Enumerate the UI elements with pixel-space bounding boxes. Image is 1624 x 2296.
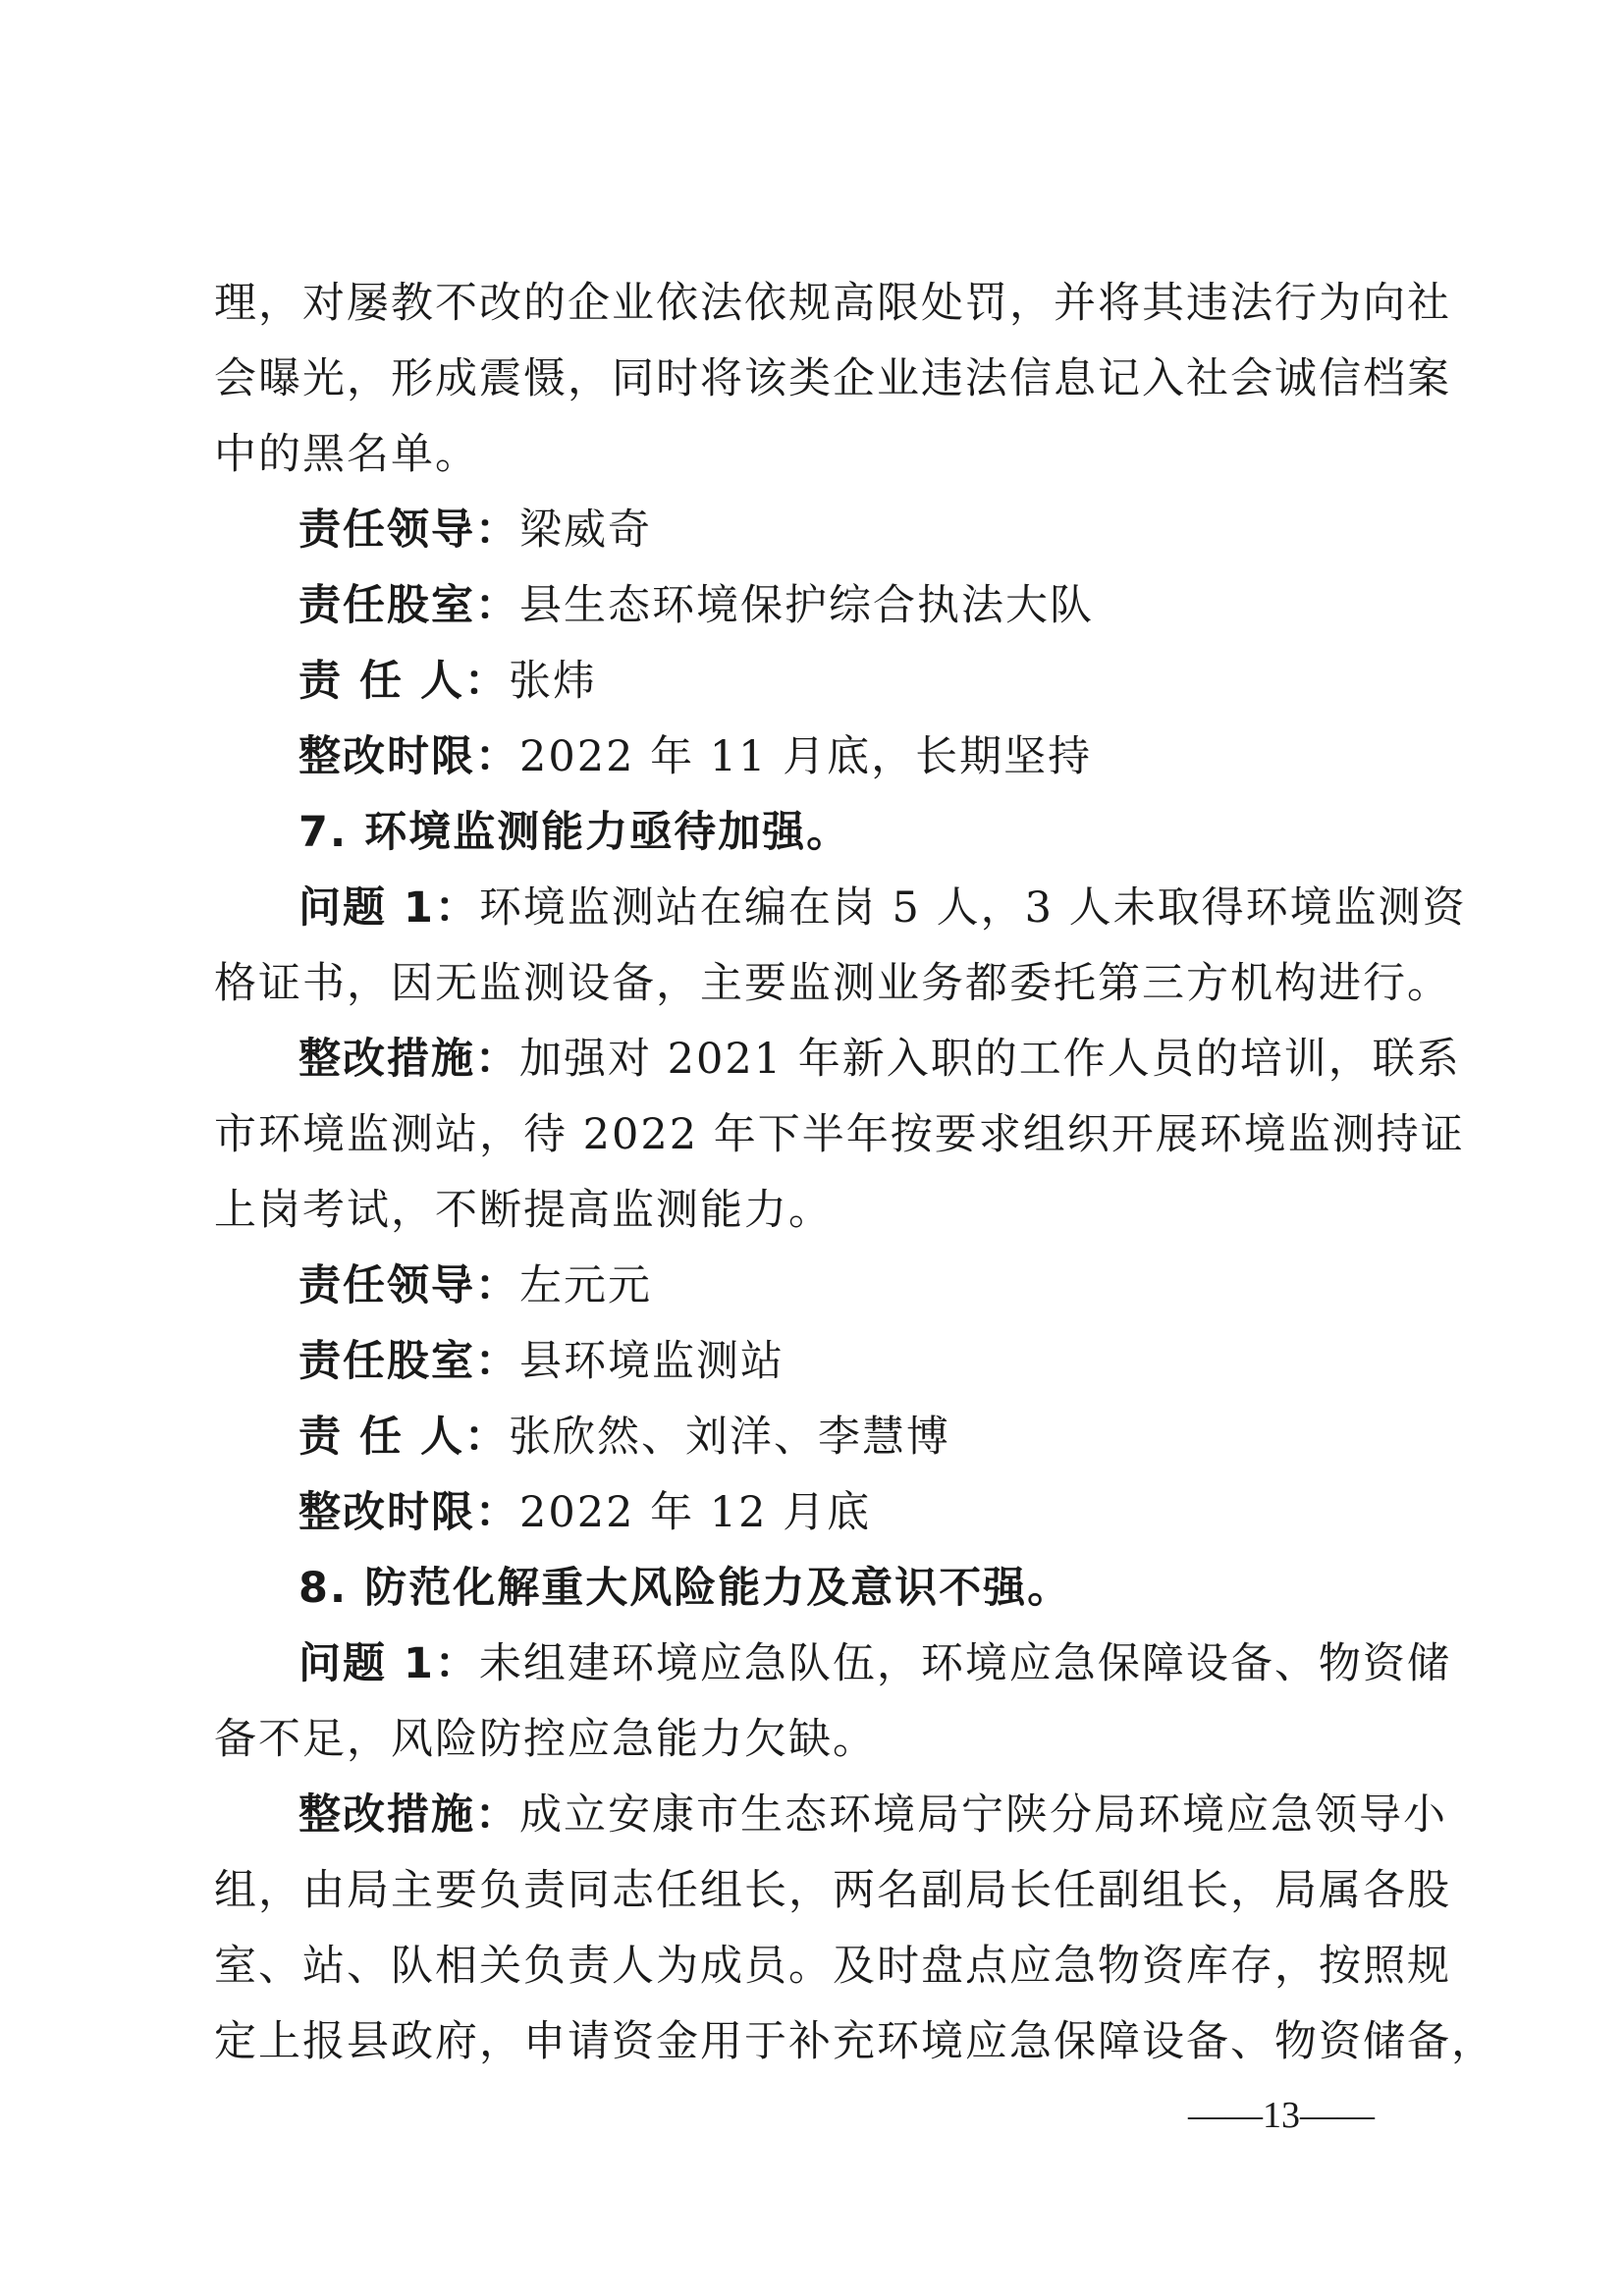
text-line: 理，对屡教不改的企业依法依规高限处罚，并将其违法行为向社 bbox=[214, 279, 1451, 328]
text-line bbox=[298, 1634, 1451, 1693]
value: 环境监测站在编在岗 5 人，3 人未取得环境监测资 bbox=[478, 883, 1467, 933]
text-line: 定上报县政府，申请资金用于补充环境应急保障设备、物资储备， bbox=[214, 2017, 1495, 2066]
section-heading: 8. 防范化解重大风险能力及意识不强。 bbox=[298, 1564, 1072, 1613]
value: 加强对 2021 年新入职的工作人员的培训，联系 bbox=[519, 1035, 1461, 1084]
label: 问题 1： bbox=[298, 1639, 479, 1688]
deadline-line bbox=[298, 727, 1422, 786]
text-line bbox=[298, 1786, 1447, 1844]
label: 责任股室： bbox=[298, 581, 519, 630]
value: 县环境监测站 bbox=[519, 1337, 785, 1386]
value: 未组建环境应急队伍，环境应急保障设备、物资储 bbox=[478, 1639, 1451, 1688]
responsible-leader-line bbox=[298, 1256, 1422, 1315]
page-number: ——13—— bbox=[1188, 2095, 1375, 2136]
responsible-person-line bbox=[298, 652, 1422, 711]
text-line: 格证书，因无监测设备，主要监测业务都委托第三方机构进行。 bbox=[214, 959, 1451, 1008]
value: 成立安康市生态环境局宁陕分局环境应急领导小 bbox=[519, 1790, 1447, 1840]
value: 左元元 bbox=[519, 1261, 652, 1310]
label: 责任领导： bbox=[298, 506, 519, 555]
section-heading: 7. 环境监测能力亟待加强。 bbox=[298, 808, 851, 857]
text-line: 市环境监测站，待 2022 年下半年按要求组织开展环境监测持证 bbox=[214, 1110, 1465, 1159]
value: 2022 年 12 月底 bbox=[519, 1488, 872, 1537]
text-line: 上岗考试，不断提高监测能力。 bbox=[214, 1186, 833, 1235]
label: 责 任 人： bbox=[298, 657, 509, 706]
label: 整改措施： bbox=[298, 1790, 519, 1840]
value: 张欣然、刘洋、李慧博 bbox=[508, 1413, 950, 1462]
value: 县生态环境保护综合执法大队 bbox=[519, 581, 1094, 630]
value: 梁威奇 bbox=[519, 506, 652, 555]
label: 问题 1： bbox=[298, 883, 479, 933]
label: 整改措施： bbox=[298, 1035, 519, 1084]
value: 张炜 bbox=[508, 657, 597, 706]
text-line: 备不足，风险防控应急能力欠缺。 bbox=[214, 1715, 877, 1764]
text-line bbox=[298, 879, 1467, 937]
label: 责任股室： bbox=[298, 1337, 519, 1386]
responsible-person-line bbox=[298, 1408, 1422, 1467]
label: 整改时限： bbox=[298, 732, 519, 781]
text-line: 中的黑名单。 bbox=[214, 430, 479, 479]
label: 责 任 人： bbox=[298, 1413, 509, 1462]
deadline-line bbox=[298, 1483, 1422, 1542]
responsible-office-line bbox=[298, 1332, 1422, 1391]
label: 责任领导： bbox=[298, 1261, 519, 1310]
responsible-office-line bbox=[298, 576, 1422, 635]
text-line: 会曝光，形成震慑，同时将该类企业违法信息记入社会诚信档案 bbox=[214, 354, 1451, 403]
text-line: 室、站、队相关负责人为成员。及时盘点应急物资库存，按照规 bbox=[214, 1942, 1451, 1991]
label: 整改时限： bbox=[298, 1488, 519, 1537]
text-line bbox=[298, 1030, 1461, 1089]
value: 2022 年 11 月底，长期坚持 bbox=[519, 732, 1093, 781]
text-line: 组，由局主要负责同志任组长，两名副局长任副组长，局属各股 bbox=[214, 1866, 1451, 1915]
responsible-leader-line bbox=[298, 501, 1422, 560]
